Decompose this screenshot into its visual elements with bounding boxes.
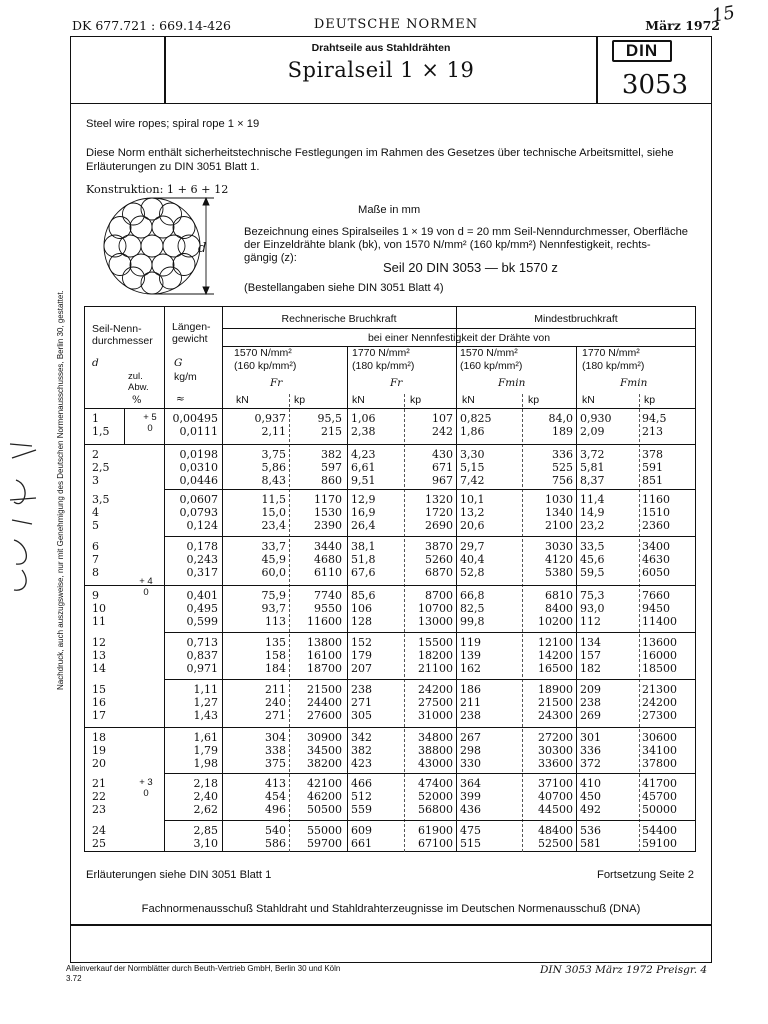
- page-title: Spiralseil 1 × 19: [287, 58, 475, 82]
- cell-c2: 27200 30300 33600: [538, 731, 573, 770]
- cell-e2: 378 591 851: [642, 448, 663, 487]
- cell-e1: 301 336 372: [580, 731, 601, 770]
- cell-c2: 6810 8400 10200: [538, 589, 573, 628]
- th-str4-n: 1770 N/mm²: [582, 347, 640, 359]
- th-unit-kn-2: kN: [352, 394, 365, 406]
- cell-b1: 12,9 16,9 26,4: [351, 493, 376, 532]
- th-mindest: Mindestbruchkraft: [534, 313, 618, 325]
- dk-number: DK 677.721 : 669.14-426: [72, 18, 232, 33]
- cell-c1: 119 139 162: [460, 636, 481, 675]
- english-title: Steel wire ropes; spiral rope 1 × 19: [86, 118, 260, 130]
- cell-e1: 134 157 182: [580, 636, 601, 675]
- th-d: d: [92, 357, 99, 369]
- cell-b2: 1320 1720 2690: [425, 493, 453, 532]
- issue-date: März 1972: [645, 18, 720, 33]
- cell-a1: 75,9 93,7 113: [261, 589, 286, 628]
- cell-e2: 21300 24200 27300: [642, 683, 677, 722]
- cell-a2: 55000 59700: [307, 824, 342, 850]
- th-seil-2: durchmesser: [92, 335, 153, 347]
- cell-b2: 107 242: [432, 412, 453, 438]
- bestellangaben: (Bestellangaben siehe DIN 3051 Blatt 4): [244, 282, 444, 294]
- cell-e2: 30600 34100 37800: [642, 731, 677, 770]
- th-unit-kp-4: kp: [644, 394, 656, 406]
- fna-line: Fachnormenausschuß Stahldraht und Stahldrahterzeugnisse im Deutschen Normenausschuß (DNA): [141, 903, 641, 915]
- th-approx: ≈: [176, 393, 185, 405]
- vline-sub-c: [522, 394, 524, 852]
- cell-c1: 29,7 40,4 52,8: [460, 540, 485, 579]
- erlaeuterungen: Erläuterungen siehe DIN 3051 Blatt 1: [86, 869, 272, 881]
- cell-e1: 209 238 269: [580, 683, 601, 722]
- cell-b2: 47400 52000 56800: [418, 777, 453, 816]
- cell-a2: 30900 34500 38200: [307, 731, 342, 770]
- cell-a1: 11,5 15,0 23,4: [261, 493, 286, 532]
- cell-a1: 135 158 184: [265, 636, 286, 675]
- cell-d: 6 7 8: [92, 540, 99, 579]
- tolerance-c: + 3 0: [139, 777, 153, 799]
- masse-label: Maße in mm: [358, 204, 421, 216]
- cell-e2: 1160 1510 2360: [642, 493, 670, 532]
- designation-example: Seil 20 DIN 3053 — bk 1570 z: [383, 260, 558, 275]
- th-rechnerisch: Rechnerische Bruchkraft: [281, 313, 397, 325]
- vline-s2: [347, 346, 348, 852]
- vline-sub-b: [404, 394, 406, 852]
- th-unit-kn-1: kN: [236, 394, 249, 406]
- header-subtitle: Drahtseile aus Stahldrähten: [311, 42, 451, 54]
- din-number: 3053: [621, 70, 689, 100]
- th-zul-2: Abw.: [128, 382, 149, 393]
- reprint-notice: Nachdruck, auch auszugsweise, nur mit Genehmigung des Deutschen Normenausschusses, Berlin 30, gestattet.: [56, 290, 65, 690]
- th-str2-sym: Fr: [390, 377, 403, 389]
- cell-c2: 37100 40700 44500: [538, 777, 573, 816]
- cell-g: 0,00495 0,0111: [172, 412, 218, 438]
- cell-b1: 238 271 305: [351, 683, 372, 722]
- cell-b1: 609 661: [351, 824, 372, 850]
- cell-a2: 7740 9550 11600: [307, 589, 342, 628]
- cell-b1: 1,06 2,38: [351, 412, 376, 438]
- cell-a2: 21500 24400 27600: [307, 683, 342, 722]
- th-str3-sym: Fmin: [498, 377, 526, 389]
- hline-g4: [164, 585, 696, 586]
- cell-c1: 475 515: [460, 824, 481, 850]
- th-str4-sym: Fmin: [620, 377, 648, 389]
- handwritten-page-number: 15: [710, 2, 737, 27]
- cell-d: 15 16 17: [92, 683, 106, 722]
- cell-e2: 94,5 213: [642, 412, 667, 438]
- cell-a1: 304 338 375: [265, 731, 286, 770]
- cell-b2: 3870 5260 6870: [425, 540, 453, 579]
- cell-d: 3,5 4 5: [92, 493, 110, 532]
- wire-ring-outer: [104, 198, 200, 294]
- cell-c2: 18900 21500 24300: [538, 683, 573, 722]
- cell-c1: 364 399 436: [460, 777, 481, 816]
- cell-e2: 41700 45700 50000: [642, 777, 677, 816]
- cell-e2: 7660 9450 11400: [642, 589, 677, 628]
- cell-a1: 413 454 496: [265, 777, 286, 816]
- bezeichnung-line-1: Bezeichnung eines Spiralseiles 1 × 19 von d = 20 mm Seil-Nenndurchmesser, Oberfläche: [244, 226, 689, 238]
- cell-b1: 466 512 559: [351, 777, 372, 816]
- th-str3-kp: (160 kp/mm²): [460, 360, 523, 372]
- th-unit-kn-3: kN: [462, 394, 475, 406]
- th-g: G: [174, 357, 183, 369]
- hline-g5: [164, 632, 696, 633]
- cell-b1: 4,23 6,61 9,51: [351, 448, 376, 487]
- vline-sub-d: [639, 394, 641, 852]
- cell-b1: 342 382 423: [351, 731, 372, 770]
- cell-b1: 38,1 51,8 67,6: [351, 540, 376, 579]
- vline-s4: [576, 346, 577, 852]
- th-str3-n: 1570 N/mm²: [460, 347, 518, 359]
- bottom-note-2: 3.72: [66, 974, 82, 983]
- cell-d: 24 25: [92, 824, 106, 850]
- cell-c2: 48400 52500: [538, 824, 573, 850]
- cell-g: 0,401 0,495 0,599: [186, 589, 218, 628]
- cell-b2: 24200 27500 31000: [418, 683, 453, 722]
- cell-g: 1,61 1,79 1,98: [193, 731, 218, 770]
- vline-g: [222, 306, 223, 852]
- cell-a1: 540 586: [265, 824, 286, 850]
- th-bei: bei einer Nennfestigkeit der Drähte von: [367, 332, 551, 344]
- hline-g2: [164, 489, 696, 490]
- cell-b2: 8700 10700 13000: [418, 589, 453, 628]
- cell-e1: 410 450 492: [580, 777, 601, 816]
- bezeichnung-line-3: gängig (z):: [244, 252, 297, 264]
- cell-e2: 13600 16000 18500: [642, 636, 677, 675]
- cell-e1: 3,72 5,81 8,37: [580, 448, 605, 487]
- cell-c1: 66,8 82,5 99,8: [460, 589, 485, 628]
- th-kgm: kg/m: [174, 371, 197, 383]
- hline-g8: [164, 773, 696, 774]
- vline-mid: [456, 306, 457, 852]
- cell-g: 0,0198 0,0310 0,0446: [179, 448, 218, 487]
- cell-c1: 0,825 1,86: [460, 412, 492, 438]
- bottom-din-ref: DIN 3053 März 1972 Preisgr. 4: [540, 964, 708, 976]
- th-unit-kp-2: kp: [410, 394, 422, 406]
- tolerance-b: + 4 0: [139, 576, 153, 598]
- cell-a2: 1170 1530 2390: [314, 493, 342, 532]
- cell-c1: 186 211 238: [460, 683, 481, 722]
- th-str1-n: 1570 N/mm²: [234, 347, 292, 359]
- th-laeng-1: Längen-: [172, 321, 211, 333]
- th-str2-n: 1770 N/mm²: [352, 347, 410, 359]
- th-str1-sym: Fr: [270, 377, 283, 389]
- hline-g9: [164, 820, 696, 821]
- cell-g: 1,11 1,27 1,43: [193, 683, 218, 722]
- deutsche-normen-label: DEUTSCHE NORMEN: [313, 17, 479, 32]
- cell-e2: 54400 59100: [642, 824, 677, 850]
- din-logo: [612, 40, 674, 62]
- cell-e1: 75,3 93,0 112: [580, 589, 605, 628]
- cell-g: 0,713 0,837 0,971: [186, 636, 218, 675]
- diameter-label: d: [198, 241, 207, 256]
- wire-ring-inner: [119, 216, 185, 276]
- intro-line-1: Diese Norm enthält sicherheitstechnische Festlegungen im Rahmen des Gesetzes über technische Arbeitsmittel, siehe: [86, 147, 674, 159]
- cell-e2: 3400 4630 6050: [642, 540, 670, 579]
- cell-a1: 3,75 5,86 8,43: [261, 448, 286, 487]
- bezeichnung-line-2: der Einzeldrähte blank (bk), von 1570 N/mm² (160 kp/mm²) Nennfestigkeit, rechts-: [244, 239, 651, 251]
- cell-a2: 3440 4680 6110: [314, 540, 342, 579]
- cell-a1: 211 240 271: [265, 683, 286, 722]
- intro-line-2: Erläuterungen zu DIN 3051 Blatt 1.: [86, 161, 260, 173]
- cell-b2: 34800 38800 43000: [418, 731, 453, 770]
- cell-a1: 33,7 45,9 60,0: [261, 540, 286, 579]
- th-pct: %: [132, 395, 142, 406]
- cell-a2: 382 597 860: [321, 448, 342, 487]
- cell-b1: 85,6 106 128: [351, 589, 376, 628]
- hline-h1: [222, 328, 696, 329]
- footer-divider: [70, 924, 712, 926]
- cell-d: 2 2,5 3: [92, 448, 110, 487]
- cell-d: 21 22 23: [92, 777, 106, 816]
- cell-e1: 11,4 14,9 23,2: [580, 493, 605, 532]
- cell-d: 12 13 14: [92, 636, 106, 675]
- hline-g1: [84, 444, 696, 445]
- cell-c2: 84,0 189: [548, 412, 573, 438]
- tolerance-a: + 5 0: [143, 412, 157, 434]
- cell-a1: 0,937 2,11: [254, 412, 286, 438]
- handwritten-annotation: [2, 440, 42, 600]
- cell-b1: 152 179 207: [351, 636, 372, 675]
- cell-d: 1 1,5: [92, 412, 110, 438]
- cell-c2: 12100 14200 16500: [538, 636, 573, 675]
- cell-a2: 42100 46200 50500: [307, 777, 342, 816]
- vline-d: [164, 306, 165, 852]
- hline-g6: [164, 679, 696, 680]
- cell-e1: 33,5 45,6 59,5: [580, 540, 605, 579]
- cell-e1: 536 581: [580, 824, 601, 850]
- th-unit-kp-1: kp: [294, 394, 306, 406]
- vline-sub-a: [289, 394, 291, 852]
- th-seil-1: Seil-Nenn-: [92, 323, 142, 335]
- top-line: [72, 14, 720, 34]
- cell-g: 2,85 3,10: [193, 824, 218, 850]
- din-logo-text: DIN: [612, 40, 672, 62]
- th-str2-kp: (180 kp/mm²): [352, 360, 415, 372]
- hline-g7: [84, 727, 696, 728]
- th-unit-kn-4: kN: [582, 394, 595, 406]
- cell-c2: 3030 4120 5380: [545, 540, 573, 579]
- th-zul-1: zul.: [128, 371, 143, 382]
- cell-c2: 336 525 756: [552, 448, 573, 487]
- hline-header-end: [84, 408, 696, 409]
- cell-d: 18 19 20: [92, 731, 106, 770]
- rope-outline: [104, 198, 200, 294]
- hline-g3: [164, 536, 696, 537]
- cell-a2: 13800 16100 18700: [307, 636, 342, 675]
- cell-d: 9 10 11: [92, 589, 106, 628]
- th-unit-kp-3: kp: [528, 394, 540, 406]
- konstruktion: Konstruktion: 1 + 6 + 12: [86, 183, 229, 196]
- cell-c1: 3,30 5,15 7,42: [460, 448, 485, 487]
- fortsetzung: Fortsetzung Seite 2: [597, 869, 695, 881]
- cell-e1: 0,930 2,09: [580, 412, 612, 438]
- cell-c1: 267 298 330: [460, 731, 481, 770]
- th-str1-kp: (160 kp/mm²): [234, 360, 297, 372]
- bottom-note-1: Alleinverkauf der Normblätter durch Beuth-Vertrieb GmbH, Berlin 30 und Köln: [66, 964, 341, 973]
- cell-b2: 61900 67100: [418, 824, 453, 850]
- cell-c1: 10,1 13,2 20,6: [460, 493, 485, 532]
- cell-b2: 430 671 967: [432, 448, 453, 487]
- cell-g: 0,0607 0,0793 0,124: [179, 493, 218, 532]
- cell-g: 2,18 2,40 2,62: [193, 777, 218, 816]
- cell-c2: 1030 1340 2100: [545, 493, 573, 532]
- th-str4-kp: (180 kp/mm²): [582, 360, 645, 372]
- rope-cross-section-figure: [82, 196, 232, 296]
- cell-b2: 15500 18200 21100: [418, 636, 453, 675]
- th-laeng-2: gewicht: [172, 333, 208, 345]
- cell-a2: 95,5 215: [317, 412, 342, 438]
- wire-center: [141, 235, 163, 257]
- cell-g: 0,178 0,243 0,317: [186, 540, 218, 579]
